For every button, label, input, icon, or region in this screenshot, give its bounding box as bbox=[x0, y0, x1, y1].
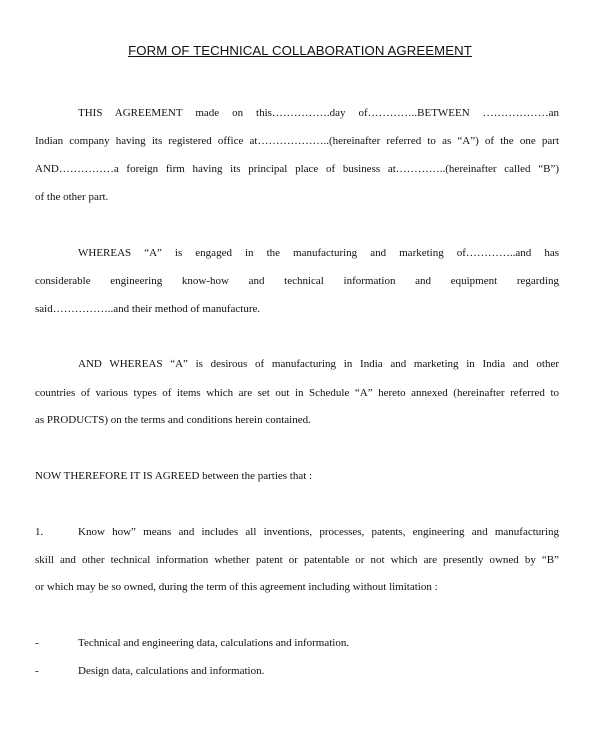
para3-line2: countries of various types of items which are set out in Schedule “A” hereto annexed (hereinafter referred to bbox=[35, 387, 559, 399]
para1-line2: Indian company having its registered office at………………..(hereinafter referred to as “A”) of the one part bbox=[35, 135, 559, 147]
para1-line1: THIS AGREEMENT made on this…………….day of…………..BETWEEN ………………an bbox=[78, 107, 559, 119]
para3-line3: as PRODUCTS) on the terms and conditions herein contained. bbox=[35, 414, 311, 426]
bullet-marker: - bbox=[35, 665, 39, 677]
para2-line2: considerable engineering know-how and technical information and equipment regarding bbox=[35, 275, 559, 287]
para1-line3: AND……………a foreign firm having its principal place of business at…………..(hereinafter called “B”) bbox=[35, 163, 559, 175]
clause1-number: 1. bbox=[35, 526, 44, 538]
para2-line1: WHEREAS “A” is engaged in the manufacturing and marketing of…………..and has bbox=[78, 247, 559, 259]
para3-line1: AND WHEREAS “A” is desirous of manufacturing in India and marketing in India and other bbox=[78, 358, 559, 370]
para1-line4: of the other part. bbox=[35, 191, 109, 203]
document-title: FORM OF TECHNICAL COLLABORATION AGREEMENT bbox=[128, 43, 472, 58]
clause1-line3: or which may be so owned, during the term of this agreement including without limitation : bbox=[35, 581, 438, 593]
bullet-item: Technical and engineering data, calculations and information. bbox=[78, 637, 350, 649]
clause1-line1: Know how” means and includes all inventions, processes, patents, engineering and manufacturing bbox=[78, 526, 559, 538]
bullet-marker: - bbox=[35, 637, 39, 649]
para2-line3: said……………..and their method of manufacture. bbox=[35, 303, 261, 315]
bullet-item: Design data, calculations and information. bbox=[78, 665, 265, 677]
clause1-line2: skill and other technical information whether patent or patentable or not which are presently owned by “B” bbox=[35, 554, 559, 566]
para4-line1: NOW THEREFORE IT IS AGREED between the parties that : bbox=[35, 470, 313, 482]
